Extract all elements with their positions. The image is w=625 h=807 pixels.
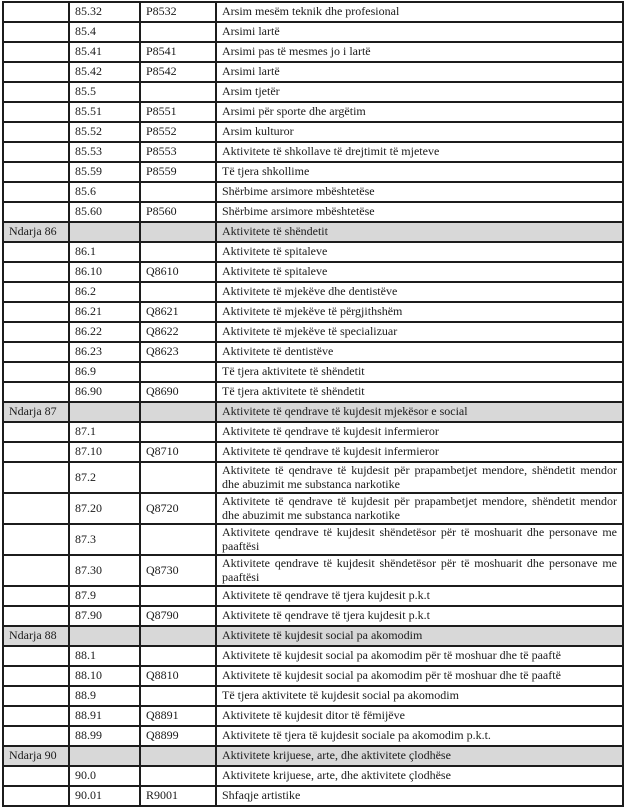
alpha-code-cell: P8553 xyxy=(140,142,216,162)
section-label-cell xyxy=(3,606,69,626)
description-cell: Aktivitete të qendrave të tjera kujdesit p.k.t xyxy=(216,586,623,606)
numeric-code-cell: 85.59 xyxy=(69,162,140,182)
alpha-code-cell: Q8720 xyxy=(140,493,216,524)
numeric-code-cell: 86.23 xyxy=(69,342,140,362)
alpha-code-cell: P8552 xyxy=(140,122,216,142)
section-label-cell xyxy=(3,786,69,806)
section-label-cell xyxy=(3,493,69,524)
description-cell: Shërbime arsimore mbështetëse xyxy=(216,182,623,202)
alpha-code-cell: P8541 xyxy=(140,42,216,62)
table-row xyxy=(3,666,623,686)
section-label-cell xyxy=(3,442,69,462)
section-label-cell xyxy=(3,646,69,666)
alpha-code-cell xyxy=(140,222,216,242)
description-cell: Të tjera aktivitete të kujdesit social pa akomodim xyxy=(216,686,623,706)
alpha-code-cell xyxy=(140,586,216,606)
table-row xyxy=(3,626,623,646)
table-row xyxy=(3,342,623,362)
alpha-code-cell xyxy=(140,242,216,262)
section-label-cell xyxy=(3,102,69,122)
alpha-code-cell xyxy=(140,646,216,666)
description-cell: Aktivitete të qendrave të kujdesit infermieror xyxy=(216,442,623,462)
numeric-code-cell: 86.21 xyxy=(69,302,140,322)
numeric-code-cell: 88.99 xyxy=(69,726,140,746)
description-cell: Aktivitete krijuese, arte, dhe aktivitete çlodhëse xyxy=(216,746,623,766)
numeric-code-cell: 88.91 xyxy=(69,706,140,726)
alpha-code-cell: Q8690 xyxy=(140,382,216,402)
numeric-code-cell: 85.60 xyxy=(69,202,140,222)
alpha-code-cell: P8532 xyxy=(140,2,216,22)
table-row xyxy=(3,524,623,555)
table-row xyxy=(3,746,623,766)
section-label-cell xyxy=(3,182,69,202)
classification-table-body xyxy=(3,2,623,806)
table-row xyxy=(3,382,623,402)
description-cell: Aktivitete të qendrave të kujdesit për prapambetjet mendore, shëndetit mendor dhe abuzimit me substanca narkotike xyxy=(216,462,623,493)
document-page xyxy=(0,1,625,805)
table-row xyxy=(3,322,623,342)
description-cell: Aktivitete të mjekëve të përgjithshëm xyxy=(216,302,623,322)
section-label-cell xyxy=(3,302,69,322)
table-row xyxy=(3,302,623,322)
section-label-cell xyxy=(3,42,69,62)
section-label-cell xyxy=(3,82,69,102)
table-row xyxy=(3,282,623,302)
description-cell: Aktivitete të qendrave të kujdesit për prapambetjet mendore, shëndetit mendor dhe abuzimit me substanca narkotike xyxy=(216,493,623,524)
table-row xyxy=(3,362,623,382)
numeric-code-cell: 85.32 xyxy=(69,2,140,22)
numeric-code-cell: 85.5 xyxy=(69,82,140,102)
numeric-code-cell: 87.90 xyxy=(69,606,140,626)
table-row xyxy=(3,202,623,222)
alpha-code-cell: R9001 xyxy=(140,786,216,806)
section-label-cell xyxy=(3,162,69,182)
description-cell: Aktivitete të kujdesit social pa akomodim për të moshuar dhe të paaftë xyxy=(216,666,623,686)
section-label-cell: Ndarja 87 xyxy=(3,402,69,422)
numeric-code-cell: 85.53 xyxy=(69,142,140,162)
table-row xyxy=(3,766,623,786)
table-row xyxy=(3,706,623,726)
numeric-code-cell: 87.9 xyxy=(69,586,140,606)
numeric-code-cell: 88.1 xyxy=(69,646,140,666)
section-label-cell xyxy=(3,666,69,686)
description-cell: Aktivitete të tjera të kujdesit sociale pa akomodim p.k.t. xyxy=(216,726,623,746)
numeric-code-cell: 87.2 xyxy=(69,462,140,493)
description-cell: Shfaqje artistike xyxy=(216,786,623,806)
alpha-code-cell: Q8810 xyxy=(140,666,216,686)
section-label-cell xyxy=(3,555,69,586)
section-label-cell xyxy=(3,382,69,402)
section-label-cell xyxy=(3,524,69,555)
description-cell: Arsimi lartë xyxy=(216,22,623,42)
section-label-cell xyxy=(3,342,69,362)
table-row xyxy=(3,122,623,142)
table-row xyxy=(3,586,623,606)
alpha-code-cell: P8542 xyxy=(140,62,216,82)
numeric-code-cell xyxy=(69,746,140,766)
description-cell: Arsim tjetër xyxy=(216,82,623,102)
description-cell: Aktivitete të spitaleve xyxy=(216,242,623,262)
section-label-cell xyxy=(3,586,69,606)
numeric-code-cell: 85.42 xyxy=(69,62,140,82)
numeric-code-cell xyxy=(69,222,140,242)
description-cell: Aktivitete të qendrave të kujdesit infermieror xyxy=(216,422,623,442)
alpha-code-cell: Q8790 xyxy=(140,606,216,626)
alpha-code-cell xyxy=(140,22,216,42)
numeric-code-cell: 90.01 xyxy=(69,786,140,806)
alpha-code-cell: Q8730 xyxy=(140,555,216,586)
table-row xyxy=(3,262,623,282)
numeric-code-cell: 86.22 xyxy=(69,322,140,342)
description-cell: Të tjera aktivitete të shëndetit xyxy=(216,362,623,382)
description-cell: Arsim mesëm teknik dhe profesional xyxy=(216,2,623,22)
description-cell: Aktivitete të shkollave të drejtimit të mjeteve xyxy=(216,142,623,162)
numeric-code-cell: 87.1 xyxy=(69,422,140,442)
alpha-code-cell: Q8891 xyxy=(140,706,216,726)
description-cell: Aktivitete të dentistëve xyxy=(216,342,623,362)
table-row xyxy=(3,42,623,62)
description-cell: Aktivitete të mjekëve dhe dentistëve xyxy=(216,282,623,302)
numeric-code-cell: 85.41 xyxy=(69,42,140,62)
alpha-code-cell: Q8610 xyxy=(140,262,216,282)
numeric-code-cell: 88.10 xyxy=(69,666,140,686)
description-cell: Të tjera shkollime xyxy=(216,162,623,182)
table-row xyxy=(3,82,623,102)
table-row xyxy=(3,555,623,586)
section-label-cell xyxy=(3,202,69,222)
numeric-code-cell: 85.6 xyxy=(69,182,140,202)
numeric-code-cell: 88.9 xyxy=(69,686,140,706)
alpha-code-cell: Q8622 xyxy=(140,322,216,342)
numeric-code-cell: 86.90 xyxy=(69,382,140,402)
table-row xyxy=(3,162,623,182)
description-cell: Shërbime arsimore mbështetëse xyxy=(216,202,623,222)
classification-table xyxy=(2,1,624,807)
numeric-code-cell: 85.52 xyxy=(69,122,140,142)
numeric-code-cell: 90.0 xyxy=(69,766,140,786)
section-label-cell xyxy=(3,62,69,82)
description-cell: Aktivitete të kujdesit social pa akomodim për të moshuar dhe të paaftë xyxy=(216,646,623,666)
section-label-cell xyxy=(3,766,69,786)
alpha-code-cell xyxy=(140,82,216,102)
section-label-cell xyxy=(3,322,69,342)
numeric-code-cell: 85.51 xyxy=(69,102,140,122)
section-label-cell xyxy=(3,2,69,22)
table-row xyxy=(3,442,623,462)
description-cell: Aktivitete të qendrave të tjera kujdesit p.k.t xyxy=(216,606,623,626)
section-label-cell xyxy=(3,362,69,382)
alpha-code-cell xyxy=(140,362,216,382)
numeric-code-cell xyxy=(69,626,140,646)
table-row xyxy=(3,62,623,82)
alpha-code-cell xyxy=(140,282,216,302)
section-label-cell xyxy=(3,726,69,746)
description-cell: Aktivitete krijuese, arte, dhe aktivitete çlodhëse xyxy=(216,766,623,786)
numeric-code-cell: 87.20 xyxy=(69,493,140,524)
section-label-cell xyxy=(3,22,69,42)
table-row xyxy=(3,462,623,493)
table-row xyxy=(3,646,623,666)
description-cell: Arsimi pas të mesmes jo i lartë xyxy=(216,42,623,62)
alpha-code-cell xyxy=(140,746,216,766)
section-label-cell: Ndarja 90 xyxy=(3,746,69,766)
description-cell: Aktivitete të qendrave të kujdesit mjekësor e social xyxy=(216,402,623,422)
alpha-code-cell: Q8710 xyxy=(140,442,216,462)
description-cell: Aktivitete të mjekëve të specializuar xyxy=(216,322,623,342)
table-row xyxy=(3,222,623,242)
table-row xyxy=(3,2,623,22)
section-label-cell xyxy=(3,122,69,142)
section-label-cell: Ndarja 88 xyxy=(3,626,69,646)
numeric-code-cell: 87.30 xyxy=(69,555,140,586)
alpha-code-cell: Q8899 xyxy=(140,726,216,746)
numeric-code-cell: 85.4 xyxy=(69,22,140,42)
alpha-code-cell xyxy=(140,462,216,493)
numeric-code-cell: 86.1 xyxy=(69,242,140,262)
alpha-code-cell xyxy=(140,626,216,646)
section-label-cell xyxy=(3,282,69,302)
section-label-cell xyxy=(3,462,69,493)
table-row xyxy=(3,22,623,42)
alpha-code-cell: Q8623 xyxy=(140,342,216,362)
table-row xyxy=(3,242,623,262)
section-label-cell xyxy=(3,142,69,162)
section-label-cell xyxy=(3,686,69,706)
description-cell: Arsim kulturor xyxy=(216,122,623,142)
description-cell: Aktivitete të spitaleve xyxy=(216,262,623,282)
numeric-code-cell: 87.3 xyxy=(69,524,140,555)
alpha-code-cell xyxy=(140,402,216,422)
table-row xyxy=(3,422,623,442)
description-cell: Aktivitete të kujdesit social pa akomodim xyxy=(216,626,623,646)
numeric-code-cell: 87.10 xyxy=(69,442,140,462)
description-cell: Të tjera aktivitete të shëndetit xyxy=(216,382,623,402)
section-label-cell xyxy=(3,262,69,282)
alpha-code-cell: P8559 xyxy=(140,162,216,182)
alpha-code-cell: P8560 xyxy=(140,202,216,222)
numeric-code-cell: 86.9 xyxy=(69,362,140,382)
alpha-code-cell xyxy=(140,686,216,706)
numeric-code-cell: 86.2 xyxy=(69,282,140,302)
table-row xyxy=(3,686,623,706)
description-cell: Arsimi lartë xyxy=(216,62,623,82)
table-row xyxy=(3,102,623,122)
table-row xyxy=(3,402,623,422)
alpha-code-cell xyxy=(140,182,216,202)
table-row xyxy=(3,726,623,746)
section-label-cell xyxy=(3,706,69,726)
description-cell: Aktivitete të shëndetit xyxy=(216,222,623,242)
alpha-code-cell: Q8621 xyxy=(140,302,216,322)
alpha-code-cell xyxy=(140,766,216,786)
table-row xyxy=(3,786,623,806)
alpha-code-cell: P8551 xyxy=(140,102,216,122)
section-label-cell: Ndarja 86 xyxy=(3,222,69,242)
numeric-code-cell: 86.10 xyxy=(69,262,140,282)
description-cell: Arsimi për sporte dhe argëtim xyxy=(216,102,623,122)
section-label-cell xyxy=(3,242,69,262)
description-cell: Aktivitete qendrave të kujdesit shëndetësor për të moshuarit dhe personave me paaftësi xyxy=(216,555,623,586)
table-row xyxy=(3,493,623,524)
description-cell: Aktivitete të kujdesit ditor të fëmijëve xyxy=(216,706,623,726)
section-label-cell xyxy=(3,422,69,442)
description-cell: Aktivitete qendrave të kujdesit shëndetësor për të moshuarit dhe personave me paaftësi xyxy=(216,524,623,555)
numeric-code-cell xyxy=(69,402,140,422)
table-row xyxy=(3,182,623,202)
alpha-code-cell xyxy=(140,422,216,442)
alpha-code-cell xyxy=(140,524,216,555)
table-row xyxy=(3,606,623,626)
table-row xyxy=(3,142,623,162)
